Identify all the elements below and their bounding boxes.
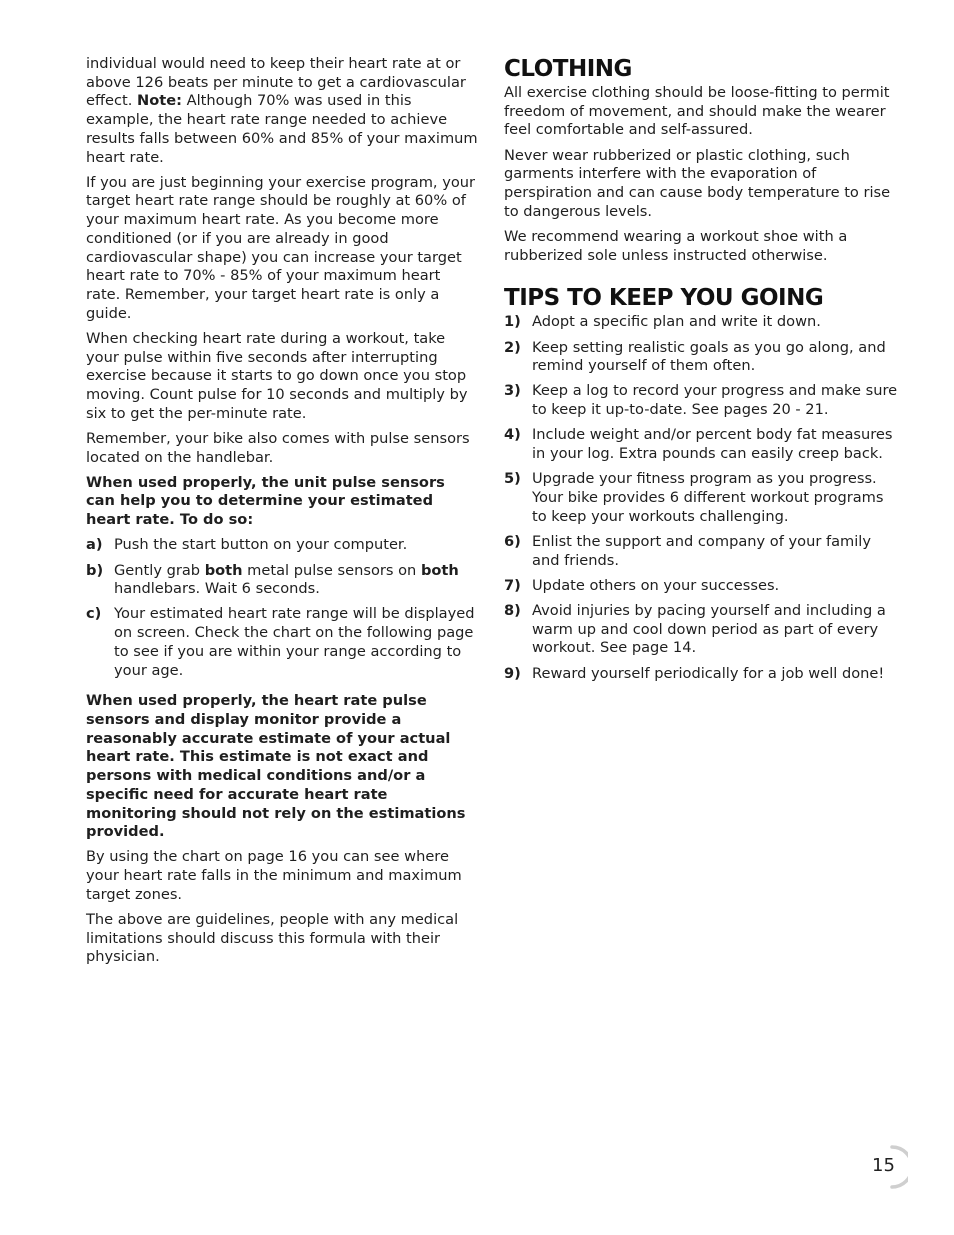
- tips-list: [504, 313, 902, 683]
- list-item-text: [114, 562, 478, 599]
- checking-paragraph: When checking heart rate during a workout, take your pulse within five seconds after interrupting exercise because it starts to go down once you stop moving. Count pulse for 10 seconds and multiply by six to get the per-minute rate.: [86, 329, 468, 422]
- list-marker: c): [86, 605, 102, 623]
- chart-reference-paragraph: By using the chart on page 16 you can see where your heart rate falls in the minimum and maximum target zones.: [86, 848, 462, 903]
- list-item: [504, 602, 902, 658]
- pulse-sensor-intro: When used properly, the unit pulse sensors can help you to determine your estimated heart rate. To do so:: [86, 473, 445, 529]
- list-item: [86, 605, 478, 680]
- list-item: [504, 426, 902, 463]
- list-item-text: Adopt a specific plan and write it down.: [532, 313, 821, 331]
- note-label: Note:: [137, 92, 182, 110]
- list-marker: 4): [504, 426, 521, 444]
- step-b-text-1: Gently grab: [114, 561, 205, 579]
- list-item: [504, 533, 902, 570]
- list-item: [504, 339, 902, 376]
- list-marker: 2): [504, 338, 521, 356]
- list-item: [86, 536, 478, 555]
- right-column: [504, 55, 902, 690]
- list-item-text: Upgrade your fitness program as you progress. Your bike provides 6 different workout programs to keep your workouts challenging.: [532, 470, 884, 525]
- list-marker: 7): [504, 576, 521, 594]
- list-marker: 8): [504, 601, 521, 619]
- pulse-steps-list: [86, 536, 478, 680]
- guidelines-paragraph: The above are guidelines, people with any medical limitations should discuss this formula with their physician.: [86, 911, 459, 966]
- step-b-bold-1: both: [204, 561, 243, 579]
- intro-paragraph: [86, 55, 478, 167]
- note-text: Although 70% was used in this example, the heart rate range needed to achieve results falls between 60% and 85% of your maximum heart rate.: [86, 92, 478, 166]
- clothing-paragraph-3: We recommend wearing a workout shoe with a rubberized sole unless instructed otherwise.: [504, 227, 848, 264]
- clothing-heading: CLOTHING: [504, 56, 632, 82]
- list-marker: 9): [504, 664, 521, 682]
- list-item: [504, 382, 902, 419]
- list-marker: a): [86, 536, 103, 554]
- list-marker: 5): [504, 470, 521, 488]
- list-item-text: Keep a log to record your progress and make sure to keep it up-to-date. See pages 20 - 21.: [532, 382, 898, 419]
- list-item-text: Keep setting realistic goals as you go along, and remind yourself of them often.: [532, 338, 886, 375]
- list-marker: 6): [504, 532, 521, 550]
- beginner-paragraph: If you are just beginning your exercise program, your target heart rate range should be roughly at 60% of your maximum heart rate. As you become more conditioned (or if you are already in good cardiovascular shape) you can increase your target heart rate to 70% - 85% of your maximum heart rate. Remember, your target heart rate is only a guide.: [86, 173, 476, 322]
- page-number: 15: [872, 1155, 895, 1176]
- clothing-paragraph-2: Never wear rubberized or plastic clothing, such garments interfere with the evaporation of perspiration and can cause body temperature to rise to dangerous levels.: [504, 146, 891, 220]
- list-item: [504, 665, 902, 684]
- list-item: [504, 313, 902, 332]
- list-item-text: Push the start button on your computer.: [114, 536, 408, 554]
- list-item-text: Include weight and/or percent body fat measures in your log. Extra pounds can easily creep back.: [532, 426, 893, 463]
- list-item-text: Enlist the support and company of your family and friends.: [532, 532, 871, 569]
- step-b-text-3: handlebars. Wait 6 seconds.: [114, 580, 320, 598]
- list-item: [86, 562, 478, 599]
- pulse-sensors-paragraph: Remember, your bike also comes with pulse sensors located on the handlebar.: [86, 429, 470, 466]
- intro-text: individual would need to keep their heart rate at or above 126 beats per minute to get a cardiovascular effect.: [86, 55, 466, 110]
- left-column: [86, 55, 478, 974]
- step-b-bold-2: both: [420, 561, 459, 579]
- list-item-text: Update others on your successes.: [532, 576, 780, 594]
- clothing-paragraph-1: All exercise clothing should be loose-fitting to permit freedom of movement, and should make the wearer feel comfortable and self-assured.: [504, 84, 890, 139]
- list-marker: 1): [504, 313, 521, 331]
- step-b-text-2: metal pulse sensors on: [242, 561, 421, 579]
- list-item-text: Avoid injuries by pacing yourself and including a warm up and cool down period as part of every workout. See page 14.: [532, 601, 886, 657]
- list-marker: b): [86, 561, 104, 579]
- list-item: [504, 470, 902, 526]
- list-item-text: Reward yourself periodically for a job well done!: [532, 664, 885, 682]
- list-item: [504, 577, 902, 596]
- tips-heading: TIPS TO KEEP YOU GOING: [504, 285, 824, 312]
- list-marker: 3): [504, 382, 521, 400]
- accuracy-warning: When used properly, the heart rate pulse sensors and display monitor provide a reasonably accurate estimate of your actual heart rate. This estimate is not exact and persons with medical conditions and/or a specific need for accurate heart rate monitoring should not rely on the estimations provided.: [86, 692, 466, 841]
- list-item-text: Your estimated heart rate range will be displayed on screen. Check the chart on the following page to see if you are within your range according to your age.: [114, 605, 475, 679]
